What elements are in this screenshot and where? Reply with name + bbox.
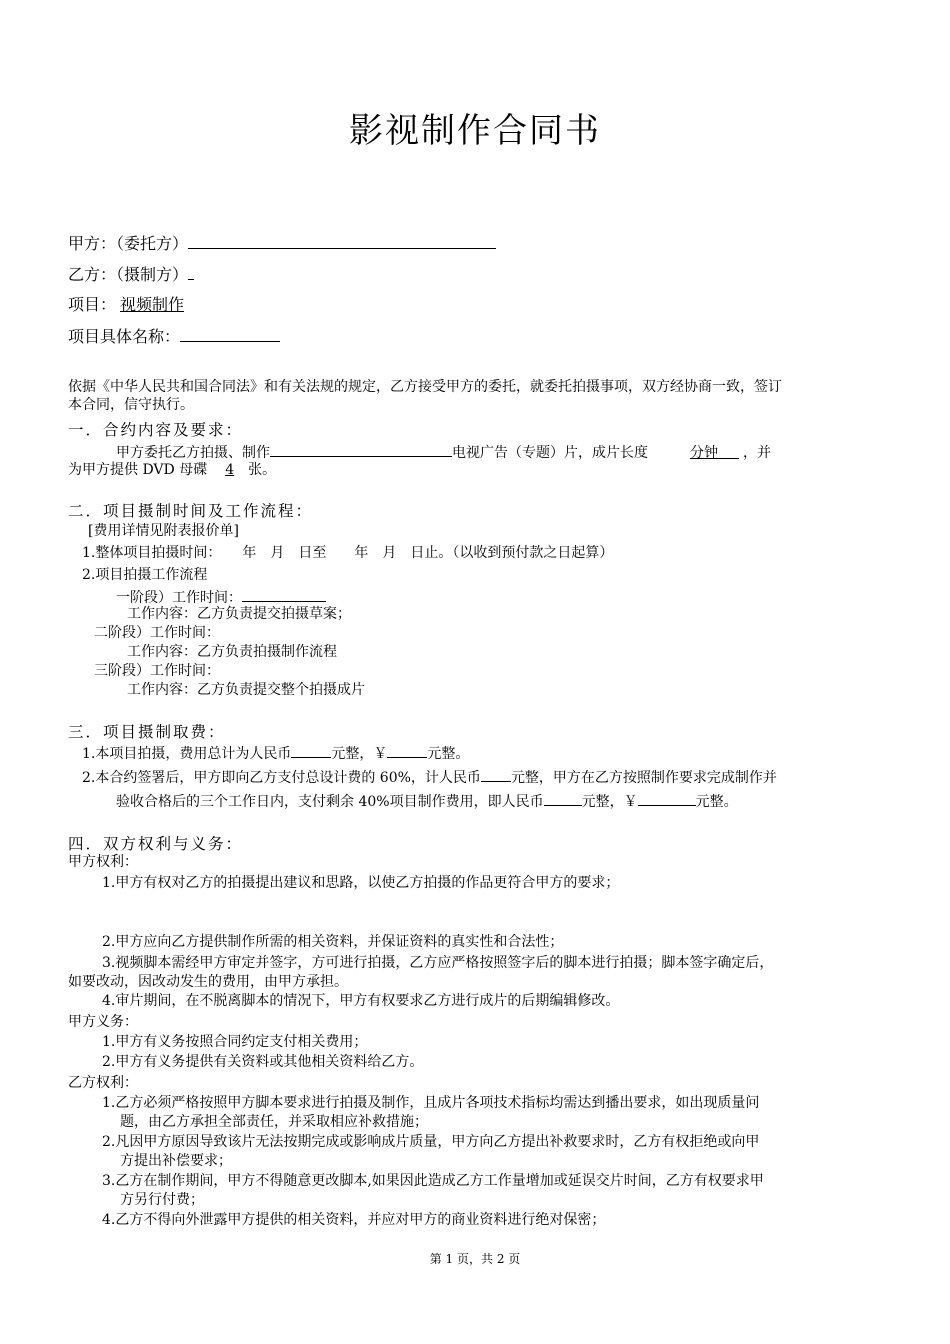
project [68,294,184,316]
intro-line-2: 本合同，信守执行。 [68,397,194,413]
section-1-line-1 [116,441,771,463]
jia-right-2: 2.甲方应向乙方提供制作所需的相关资料，并保证资料的真实性和合法性； [102,934,564,950]
page-footer: 第 1 页，共 2 页 [429,1252,521,1266]
fee-advance-text-a: 2.本合约签署后，甲方即向乙方支付总设计费的 60%，计人民币 [82,770,481,786]
fee-balance-text-b: 元整，￥ [581,794,638,810]
yi-right-2: 2.凡因甲方原因导致该片无法按期完成或影响成片质量，甲方向乙方提出补救要求时，乙方有权拒绝或向甲 [102,1134,760,1150]
jia-duty-2: 2.甲方有义务提供有关资料或其他相关资料给乙方。 [102,1054,424,1070]
fee-advance-text-b: 元整，甲方在乙方按照制作要求完成制作并 [510,770,777,786]
fee-balance-text-a: 验收合格后的三个工作日内，支付剩余 40%项目制作费用，即人民币 [116,794,544,810]
sec1-text-a: 甲方委托乙方拍摄、制作 [116,445,270,461]
sec1-length-unit: 分钟 [690,445,718,461]
sec1-blank-title [270,441,452,457]
yi-right-3: 3.乙方在制作期间，甲方不得随意更改脚本,如果因此造成乙方工作量增加或延误交片时间，乙方有权要求甲 [102,1173,764,1189]
section-2-item-2: 2.项目拍摄工作流程 [82,567,208,583]
sec1-text-c: ，并 [743,445,771,461]
project-name-label: 项目具体名称： [68,327,181,346]
fee-balance-text-c: 元整。 [695,794,738,810]
section-3-item-2-line-2 [116,790,738,812]
phase-2-time: 二阶段）工作时间： [94,625,220,641]
fee-total-text-b: 元整，￥ [331,746,388,762]
section-3-heading: 三．项目摄制取费： [68,723,226,741]
project-name-blank [180,325,280,342]
jia-right-4: 4.审片期间，在不脱离脚本的情况下，甲方有权要求乙方进行成片的后期编辑修改。 [102,993,620,1009]
fee-advance-blank [481,766,511,782]
project-name [68,325,280,348]
sec1-text-e: 张。 [248,462,277,478]
intro-line-1: 依据《中华人民共和国合同法》和有关法规的规定，乙方接受甲方的委托，就委托拍摄事项，双方经协商一致，签订 [68,379,782,395]
sec1-text-b: 电视广告（专题）片，成片长度 [452,445,648,461]
fee-total-yen-blank [387,742,427,758]
phase-3-content: 工作内容：乙方负责提交整个拍摄成片 [127,682,365,698]
party-jia-blank [188,232,496,249]
party-yi-blank [188,263,194,280]
party-jia-label: 甲方：（委托方） [68,234,189,253]
phase-2-content: 工作内容：乙方负责拍摄制作流程 [127,644,337,660]
phase-1-blank [242,586,326,602]
section-2-note: [费用详情见附表报价单] [88,523,239,539]
jia-duty-1: 1.甲方有义务按照合同约定支付相关费用； [102,1034,368,1050]
fee-total-rmb-blank [291,742,331,758]
yi-right-1: 1.乙方必须严格按照甲方脚本要求进行拍摄及制作，且成片各项技术指标均需达到播出要求，如出现质量问 [102,1095,760,1111]
section-1-heading: 一．合约内容及要求： [68,421,244,439]
document-title: 影视制作合同书 [349,111,601,151]
jia-duties-label: 甲方义务： [68,1014,138,1030]
yi-right-3-cont: 方另行付费； [120,1192,204,1208]
section-4-heading: 四．双方权利与义务： [68,835,244,853]
fee-balance-yen-blank [638,790,696,806]
section-3-item-2-line-1 [82,766,777,788]
fee-total-text-c: 元整。 [427,746,470,762]
section-3-item-1 [82,742,469,764]
fee-balance-rmb-blank [544,790,582,806]
project-value: 视频制作 [120,295,185,314]
yi-right-1-cont: 题，由乙方承担全部责任，并采取相应补救措施； [120,1114,428,1130]
phase-3-time: 三阶段）工作时间： [94,663,220,679]
yi-rights-label: 乙方权利： [68,1075,138,1091]
disc-count: 4 [225,462,235,478]
yi-right-4: 4.乙方不得向外泄露甲方提供的相关资料，并应对甲方的商业资料进行绝对保密； [102,1212,606,1228]
party-yi-label: 乙方：（摄制方） [68,265,189,284]
yi-right-2-cont: 方提出补偿要求； [120,1153,232,1169]
phase-1-label: 一阶段）工作时间： [116,590,242,606]
jia-right-3: 3.视频脚本需经甲方审定并签字，方可进行拍摄，乙方应严格按照签字后的脚本进行拍摄；脚本签字确定后， [102,955,774,971]
party-jia [68,232,496,255]
section-2-item-1: 1.整体项目拍摄时间： 年 月 日至 年 月 日止。（以收到预付款之日起算） [82,545,614,561]
fee-total-text-a: 1.本项目拍摄，费用总计为人民币 [82,746,292,762]
project-label: 项目： [68,295,117,314]
jia-right-3-cont: 如要改动，因改动发生的费用，由甲方承担。 [68,974,348,990]
sec1-text-d: 为甲方提供 DVD 母碟 [68,462,208,478]
jia-rights-label: 甲方权利： [68,854,138,870]
section-1-line-2 [68,461,276,480]
jia-right-1: 1.甲方有权对乙方的拍摄提出建议和思路，以使乙方拍摄的作品更符合甲方的要求； [102,875,620,891]
party-yi [68,263,194,286]
phase-1-content: 工作内容：乙方负责提交拍摄草案； [127,606,351,622]
section-2-heading: 二．项目摄制时间及工作流程： [68,502,314,520]
